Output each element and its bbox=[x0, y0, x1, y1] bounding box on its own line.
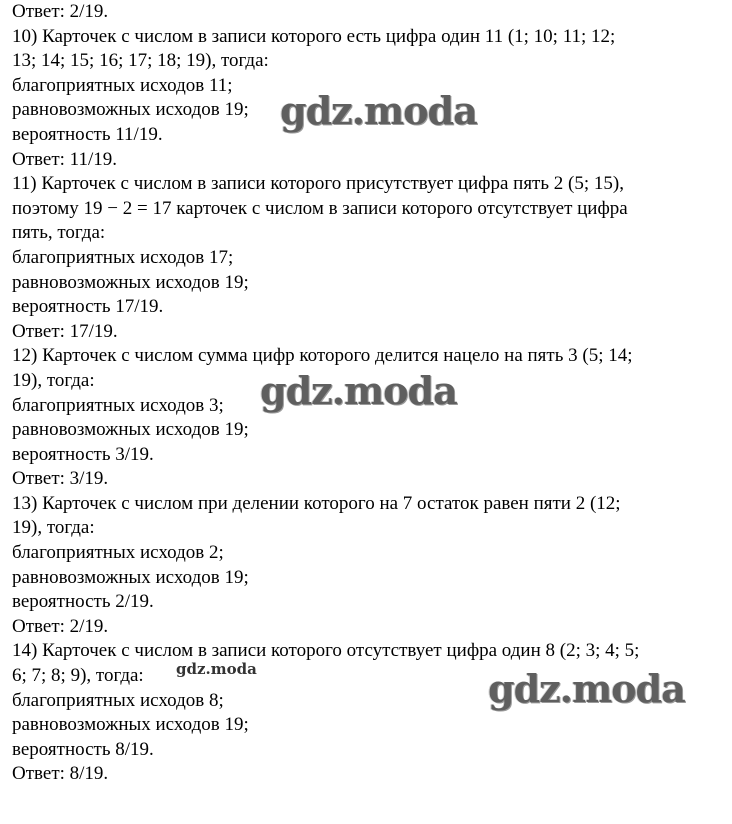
text-line: поэтому 19 − 2 = 17 карточек с числом в записи которого отсутствует цифра bbox=[12, 197, 628, 219]
text-line: Ответ: 11/19. bbox=[12, 148, 117, 170]
text-line: 14) Карточек с числом в записи которого отсутствует цифра один 8 (2; 3; 4; 5; bbox=[12, 640, 640, 662]
watermark: gdz.moda bbox=[488, 666, 685, 711]
text-line: благоприятных исходов 11; bbox=[12, 74, 233, 96]
text-line: вероятность 11/19. bbox=[12, 123, 163, 145]
text-line: благоприятных исходов 2; bbox=[12, 542, 224, 564]
text-line: вероятность 8/19. bbox=[12, 738, 154, 760]
text-line: 19), тогда: bbox=[12, 517, 95, 539]
text-line: равновозможных исходов 19; bbox=[12, 99, 249, 121]
text-line: равновозможных исходов 19; bbox=[12, 271, 249, 293]
text-line: Ответ: 2/19. bbox=[12, 615, 109, 637]
text-line: Ответ: 17/19. bbox=[12, 320, 118, 342]
watermark: gdz.moda bbox=[280, 88, 477, 133]
text-line: 19), тогда: bbox=[12, 369, 95, 391]
text-line: Ответ: 8/19. bbox=[12, 763, 109, 785]
text-line: 6; 7; 8; 9), тогда: bbox=[12, 665, 144, 687]
text-line: 13) Карточек с числом при делении которого на 7 остаток равен пяти 2 (12; bbox=[12, 492, 621, 514]
text-line: 11) Карточек с числом в записи которого присутствует цифра пять 2 (5; 15), bbox=[12, 173, 624, 195]
text-line: благоприятных исходов 17; bbox=[12, 246, 234, 268]
text-line: благоприятных исходов 8; bbox=[12, 689, 224, 711]
text-line: равновозможных исходов 19; bbox=[12, 566, 249, 588]
text-line: вероятность 2/19. bbox=[12, 591, 154, 613]
text-line: 12) Карточек с числом сумма цифр которого делится нацело на пять 3 (5; 14; bbox=[12, 345, 633, 367]
watermark: gdz.moda bbox=[260, 368, 457, 413]
text-line: 13; 14; 15; 16; 17; 18; 19), тогда: bbox=[12, 50, 269, 72]
text-line: Ответ: 2/19. bbox=[12, 1, 109, 22]
text-line: Ответ: 3/19. bbox=[12, 468, 109, 490]
text-line: равновозможных исходов 19; bbox=[12, 714, 249, 736]
text-line: пять, тогда: bbox=[12, 222, 106, 244]
text-line: равновозможных исходов 19; bbox=[12, 419, 249, 441]
text-line: благоприятных исходов 3; bbox=[12, 394, 224, 416]
text-line: 10) Карточек с числом в записи которого есть цифра один 11 (1; 10; 11; 12; bbox=[12, 25, 616, 47]
text-line: вероятность 17/19. bbox=[12, 296, 164, 318]
watermark: gdz.moda bbox=[176, 660, 257, 678]
text-line: вероятность 3/19. bbox=[12, 443, 154, 465]
